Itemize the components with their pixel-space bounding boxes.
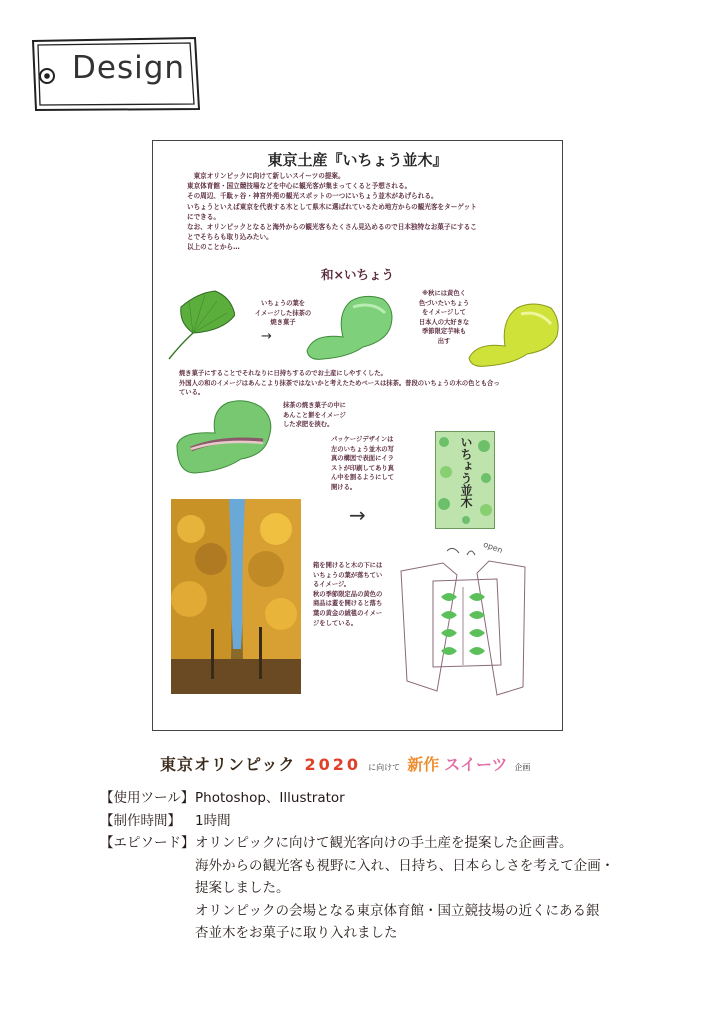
paragraph-line: ている。 [179,389,205,397]
info-value [195,832,660,945]
info-line: オリンピックの会場となる東京体育館・国立競技場の近くにある銀 [195,902,600,919]
package-front-illustration [435,431,495,529]
info-value [195,810,660,833]
intro-line: 以上のことから… [187,243,240,252]
title-year: 2020 [304,755,361,774]
intro-line: なお、オリンピックとなると海外からの観光客もたくさん見込めるので日本独特なお菓子にするこ [187,223,477,232]
project-title [160,752,580,778]
note-line: ジをしている。 [313,619,358,627]
info-line: 杏並木をお菓子に取り入れました [195,925,398,941]
intro-line: とでそちらも取り込みたい。 [187,233,273,242]
ginkgo-avenue-image [171,499,301,694]
info-line: 海外からの観光客も視野に入れ、日持ち、日本らしさを考えて企画・ [195,857,615,874]
info-row-tools [100,787,660,810]
arrow-icon: → [349,503,366,527]
title-sweets: スイーツ [444,755,508,774]
intro-text [187,171,537,253]
note-line: した求肥を挟む。 [283,421,334,429]
note-line: るイメージ。 [313,581,351,589]
note-line: ※秋には黄色く [422,290,466,297]
matcha-leaf-cake-illustration [303,291,395,361]
paragraph-line: 外国人の和のイメージはあんこより抹茶ではないかと考えたためベースは抹茶。普段のいちょうの木の色とも合っ [179,379,500,387]
note-line: いちょうの葉を [260,300,306,307]
title-tail: 企画 [514,763,531,772]
note-line: 秋の季節限定品の黄色の [313,590,383,598]
filling-note [283,401,369,430]
ginkgo-leaf-illustration [159,289,235,363]
intro-line: にできる。 [187,212,220,221]
concept-heading: 和×いちょう [321,267,394,282]
package-design-note [331,435,413,493]
note-line: 葉の黄金の絨毯のイメー [313,609,383,617]
title-connector: に向けて [368,763,401,772]
info-line: 提案しました。 [195,880,290,896]
info-key: 【エピソード】 [100,835,195,851]
arrow-icon: → [261,329,272,344]
note-line: ストが印刷してあり真 [331,464,394,472]
info-line: 1時間 [195,812,231,829]
open-box-illustration [397,541,529,701]
note-line: イメージした抹茶の [254,309,312,317]
note-line: 抹茶の焼き菓子の中に [283,402,346,409]
ginkgo-avenue-photo [171,499,301,694]
intro-line: 東京体育館・国立競技場などを中心に観光客が集まってくると予想される。 [187,182,412,191]
info-line: Photoshop、Illustrator [195,790,345,806]
info-row-episode [100,832,660,945]
note-line: 左のいちょう並木の写 [331,445,394,453]
note-line: あんこと餅をイメージ [283,411,346,419]
note-line: ん中を割るようにして [331,474,394,482]
note-line: いちょうの葉が落ちてい [313,571,383,579]
info-key: 【使用ツール】 [100,790,195,806]
note-line: をイメージして [422,309,466,317]
title-main: 東京オリンピック [160,755,296,774]
cake-cross-section-illustration [171,397,281,477]
info-value [195,787,660,810]
note-line: 焼き菓子 [270,319,296,327]
package-title: いちょう並木 [459,436,473,508]
note-line: 箱を開けると木の下には [313,562,383,569]
info-key: 【制作時間】 [100,812,181,829]
info-line: オリンピックに向けて観光客向けの手土産を提案した企画書。 [195,835,573,851]
description-paragraph [179,369,559,398]
paragraph-line: 焼き菓子にすることでそれなりに日持ちするのでお土産にしやすくした。 [179,370,387,377]
note-line: 色づいたいちょう [418,299,470,307]
info-row-time [100,810,660,833]
note-line: 出す [437,337,451,345]
note-line: 開ける。 [331,483,357,491]
intro-line: 東京オリンピックに向けて新しいスイーツの提案。 [187,172,345,180]
sheet-title: 東京土産『いちょう並木』 [267,151,448,169]
title-new: 新作 [407,755,440,774]
note-line: 真の構図で表面にイラ [331,455,394,463]
note-line: パッケージデザインは [331,436,394,443]
project-info [100,787,660,945]
design-tag-label: Design [72,50,186,86]
note-line: 商品は蓋を開けると落ち [313,600,383,608]
intro-line: その周辺、千駄ヶ谷・神宮外苑の観光スポットの一つにいちょう並木があげられる。 [187,192,438,201]
proposal-sheet [152,140,563,731]
intro-line: いちょうといえば東京を代表する木として県木に選ばれているため地方からの観光客をターゲット [187,202,477,211]
note-line: 日本人の大好きな [418,318,470,326]
yellow-leaf-cake-illustration [465,296,561,368]
open-label: open [482,539,504,556]
note-line: 季節限定芋味も [421,328,467,336]
